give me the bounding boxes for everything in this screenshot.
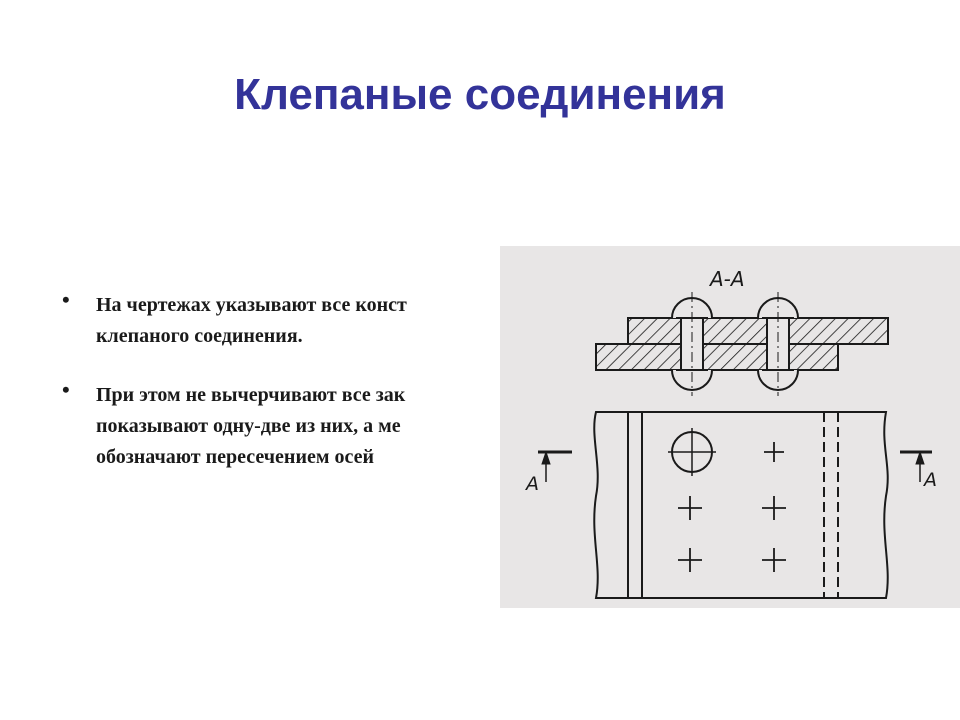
slide-title: Клепаные соединения <box>234 70 726 119</box>
bullet-marker: • <box>62 287 70 312</box>
bullet-line: На чертежах указывают все конст <box>96 294 407 316</box>
bullet-item <box>62 377 562 473</box>
section-label: А-А <box>710 267 745 291</box>
bullet-list <box>62 287 562 501</box>
rivet-joint-drawing <box>500 246 960 608</box>
top-plate <box>628 318 888 344</box>
bottom-plate <box>596 344 838 370</box>
drawing-background <box>500 246 960 608</box>
bullet-marker: • <box>62 377 70 402</box>
section-marker-left-label: А <box>526 473 539 495</box>
bullet-line: обозначают пересечением осей <box>96 446 374 468</box>
bullet-item <box>62 287 562 352</box>
section-marker-right-label: А <box>924 469 937 491</box>
bullet-line: клепаного соединения. <box>96 325 303 347</box>
bullet-line: показывают одну-две из них, а ме <box>96 415 401 437</box>
bullet-line: При этом не вычерчивают все зак <box>96 384 406 406</box>
